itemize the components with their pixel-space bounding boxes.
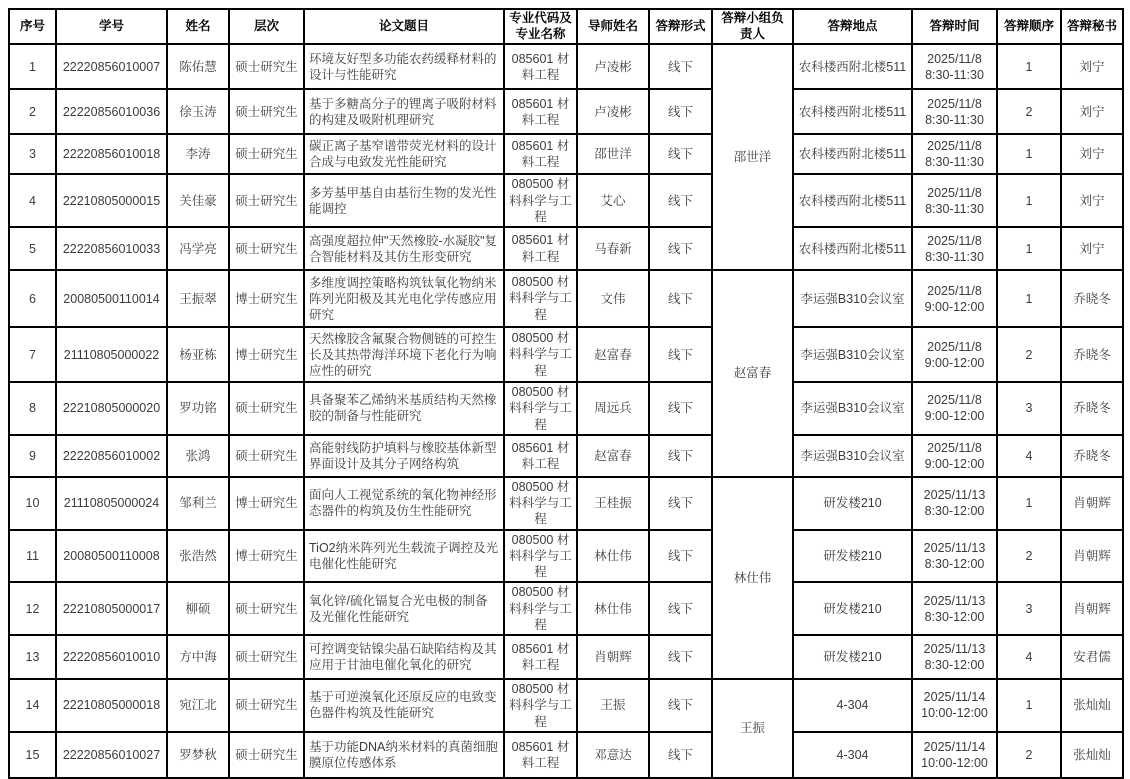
cell-major: 080500 材料科学与工程 bbox=[504, 477, 577, 530]
cell-time bbox=[912, 89, 997, 134]
cell-name: 方中海 bbox=[167, 635, 229, 679]
cell-level: 硕士研究生 bbox=[229, 227, 304, 270]
cell-location: 研发楼210 bbox=[793, 635, 912, 679]
cell-order: 4 bbox=[997, 435, 1061, 477]
cell-group-leader: 赵富春 bbox=[712, 270, 793, 477]
cell-time bbox=[912, 530, 997, 583]
defense-date: 2025/11/13 bbox=[923, 593, 986, 608]
cell-level: 博士研究生 bbox=[229, 530, 304, 583]
cell-student-id: 22220856010010 bbox=[56, 635, 167, 679]
header-secretary: 答辩秘书 bbox=[1061, 9, 1123, 44]
header-defense-format: 答辩形式 bbox=[649, 9, 712, 44]
defense-time-range: 9:00-12:00 bbox=[924, 355, 985, 370]
cell-time bbox=[912, 134, 997, 174]
defense-date: 2025/11/8 bbox=[927, 233, 982, 248]
cell-name: 柳硕 bbox=[167, 582, 229, 635]
cell-student-id: 22210805000017 bbox=[56, 582, 167, 635]
cell-time bbox=[912, 732, 997, 778]
cell-title: 可控调变钴镍尖晶石缺陷结构及其应用于甘油电催化氧化的研究 bbox=[304, 635, 504, 679]
cell-location: 李运强B310会议室 bbox=[793, 435, 912, 477]
defense-schedule-table bbox=[8, 8, 1124, 779]
cell-secretary: 刘宁 bbox=[1061, 89, 1123, 134]
cell-title: 具备聚苯乙烯纳米基质结构天然橡胶的制备与性能研究 bbox=[304, 382, 504, 435]
cell-time bbox=[912, 270, 997, 327]
cell-location: 4-304 bbox=[793, 679, 912, 732]
cell-seq: 14 bbox=[9, 679, 56, 732]
cell-title: 高能射线防护填料与橡胶基体新型界面设计及其分子网络构筑 bbox=[304, 435, 504, 477]
cell-location: 李运强B310会议室 bbox=[793, 327, 912, 382]
header-name: 姓名 bbox=[167, 9, 229, 44]
cell-student-id: 22210805000015 bbox=[56, 174, 167, 227]
cell-secretary: 张灿灿 bbox=[1061, 732, 1123, 778]
defense-time-range: 8:30-11:30 bbox=[925, 249, 984, 264]
cell-secretary: 刘宁 bbox=[1061, 44, 1123, 89]
cell-time bbox=[912, 174, 997, 227]
cell-title: 基于多糖高分子的锂离子吸附材料的构建及吸附机理研究 bbox=[304, 89, 504, 134]
cell-name: 冯学亮 bbox=[167, 227, 229, 270]
cell-order: 1 bbox=[997, 134, 1061, 174]
header-seq: 序号 bbox=[9, 9, 56, 44]
cell-seq: 13 bbox=[9, 635, 56, 679]
cell-advisor: 王桂振 bbox=[577, 477, 649, 530]
cell-advisor: 林仕伟 bbox=[577, 582, 649, 635]
cell-advisor: 卢凌彬 bbox=[577, 89, 649, 134]
table-row bbox=[9, 327, 1123, 382]
cell-name: 陈佑慧 bbox=[167, 44, 229, 89]
cell-time bbox=[912, 227, 997, 270]
cell-location: 李运强B310会议室 bbox=[793, 382, 912, 435]
defense-date: 2025/11/14 bbox=[923, 690, 986, 705]
defense-date: 2025/11/8 bbox=[927, 96, 982, 111]
cell-seq: 10 bbox=[9, 477, 56, 530]
cell-time bbox=[912, 435, 997, 477]
table-row bbox=[9, 635, 1123, 679]
cell-seq: 4 bbox=[9, 174, 56, 227]
cell-format: 线下 bbox=[649, 582, 712, 635]
cell-location: 研发楼210 bbox=[793, 530, 912, 583]
cell-format: 线下 bbox=[649, 382, 712, 435]
defense-time-range: 8:30-12:00 bbox=[924, 556, 985, 571]
cell-major: 085601 材料工程 bbox=[504, 134, 577, 174]
defense-date: 2025/11/8 bbox=[927, 185, 982, 200]
cell-major: 080500 材料科学与工程 bbox=[504, 582, 577, 635]
cell-group-leader: 邵世洋 bbox=[712, 44, 793, 270]
cell-major: 080500 材料科学与工程 bbox=[504, 270, 577, 327]
cell-level: 博士研究生 bbox=[229, 327, 304, 382]
cell-location: 4-304 bbox=[793, 732, 912, 778]
cell-student-id: 22220856010007 bbox=[56, 44, 167, 89]
table-row bbox=[9, 477, 1123, 530]
cell-title: 氧化锌/硫化镉复合光电极的制备及光催化性能研究 bbox=[304, 582, 504, 635]
cell-name: 徐玉涛 bbox=[167, 89, 229, 134]
cell-student-id: 22210805000020 bbox=[56, 382, 167, 435]
table-row bbox=[9, 44, 1123, 89]
defense-time-range: 8:30-12:00 bbox=[924, 658, 985, 672]
cell-secretary: 安君儒 bbox=[1061, 635, 1123, 679]
cell-location: 农科楼西附北楼511 bbox=[793, 44, 912, 89]
header-student-id: 学号 bbox=[56, 9, 167, 44]
table-row bbox=[9, 227, 1123, 270]
cell-time bbox=[912, 582, 997, 635]
cell-title: 基于可逆溴氧化还原反应的电致变色器件构筑及性能研究 bbox=[304, 679, 504, 732]
cell-title: TiO2纳米阵列光生载流子调控及光电催化性能研究 bbox=[304, 530, 504, 583]
cell-major: 085601 材料工程 bbox=[504, 44, 577, 89]
cell-student-id: 20080500110008 bbox=[56, 530, 167, 583]
header-thesis-title: 论文题目 bbox=[304, 9, 504, 44]
cell-name: 罗功铭 bbox=[167, 382, 229, 435]
cell-format: 线下 bbox=[649, 134, 712, 174]
header-location: 答辩地点 bbox=[793, 9, 912, 44]
defense-date: 2025/11/8 bbox=[927, 51, 982, 66]
table-row bbox=[9, 89, 1123, 134]
cell-format: 线下 bbox=[649, 530, 712, 583]
cell-seq: 11 bbox=[9, 530, 56, 583]
defense-time-range: 10:00-12:00 bbox=[921, 706, 988, 721]
cell-advisor: 文伟 bbox=[577, 270, 649, 327]
cell-seq: 6 bbox=[9, 270, 56, 327]
defense-date: 2025/11/8 bbox=[927, 393, 982, 408]
header-group-leader: 答辩小组负 责人 bbox=[712, 9, 793, 44]
cell-order: 1 bbox=[997, 477, 1061, 530]
defense-time-range: 8:30-11:30 bbox=[925, 112, 984, 127]
cell-advisor: 邓意达 bbox=[577, 732, 649, 778]
cell-location: 农科楼西附北楼511 bbox=[793, 174, 912, 227]
cell-time bbox=[912, 382, 997, 435]
cell-name: 邹利兰 bbox=[167, 477, 229, 530]
cell-order: 1 bbox=[997, 174, 1061, 227]
table-row bbox=[9, 174, 1123, 227]
cell-secretary: 乔晓冬 bbox=[1061, 382, 1123, 435]
header-order: 答辩顺序 bbox=[997, 9, 1061, 44]
table-row bbox=[9, 582, 1123, 635]
cell-title: 基于功能DNA纳米材料的真菌细胞膜原位传感体系 bbox=[304, 732, 504, 778]
cell-format: 线下 bbox=[649, 635, 712, 679]
cell-format: 线下 bbox=[649, 679, 712, 732]
header-major: 专业代码及 专业名称 bbox=[504, 9, 577, 44]
cell-seq: 12 bbox=[9, 582, 56, 635]
cell-major: 080500 材料科学与工程 bbox=[504, 382, 577, 435]
cell-name: 杨亚栋 bbox=[167, 327, 229, 382]
defense-date: 2025/11/8 bbox=[927, 283, 982, 298]
cell-name: 张鸿 bbox=[167, 435, 229, 477]
cell-advisor: 艾心 bbox=[577, 174, 649, 227]
cell-student-id: 21110805000024 bbox=[56, 477, 167, 530]
cell-secretary: 张灿灿 bbox=[1061, 679, 1123, 732]
cell-format: 线下 bbox=[649, 327, 712, 382]
cell-order: 3 bbox=[997, 382, 1061, 435]
defense-date: 2025/11/8 bbox=[927, 339, 982, 354]
cell-name: 王振翠 bbox=[167, 270, 229, 327]
cell-advisor: 邵世洋 bbox=[577, 134, 649, 174]
defense-date: 2025/11/8 bbox=[927, 139, 982, 154]
cell-major: 085601 材料工程 bbox=[504, 227, 577, 270]
cell-level: 硕士研究生 bbox=[229, 174, 304, 227]
cell-location: 农科楼西附北楼511 bbox=[793, 89, 912, 134]
table-row bbox=[9, 732, 1123, 778]
table-row bbox=[9, 435, 1123, 477]
cell-level: 博士研究生 bbox=[229, 477, 304, 530]
cell-level: 硕士研究生 bbox=[229, 732, 304, 778]
cell-major: 080500 材料科学与工程 bbox=[504, 679, 577, 732]
cell-title: 天然橡胶含氟聚合物侧链的可控生长及其热带海洋环境下老化行为响应性的研究 bbox=[304, 327, 504, 382]
cell-major: 085601 材料工程 bbox=[504, 732, 577, 778]
cell-advisor: 林仕伟 bbox=[577, 530, 649, 583]
cell-order: 2 bbox=[997, 530, 1061, 583]
cell-order: 2 bbox=[997, 327, 1061, 382]
cell-student-id: 20080500110014 bbox=[56, 270, 167, 327]
cell-seq: 15 bbox=[9, 732, 56, 778]
cell-title: 多维度调控策略构筑钛氧化物纳米阵列光阳极及其光电化学传感应用研究 bbox=[304, 270, 504, 327]
cell-level: 硕士研究生 bbox=[229, 382, 304, 435]
cell-location: 李运强B310会议室 bbox=[793, 270, 912, 327]
defense-time-range: 8:30-11:30 bbox=[925, 67, 984, 82]
cell-format: 线下 bbox=[649, 270, 712, 327]
cell-level: 硕士研究生 bbox=[229, 134, 304, 174]
header-time: 答辩时间 bbox=[912, 9, 997, 44]
cell-title: 多芳基甲基自由基衍生物的发光性能调控 bbox=[304, 174, 504, 227]
defense-date: 2025/11/13 bbox=[923, 488, 986, 503]
cell-secretary: 刘宁 bbox=[1061, 227, 1123, 270]
cell-level: 硕士研究生 bbox=[229, 89, 304, 134]
cell-format: 线下 bbox=[649, 227, 712, 270]
cell-secretary: 肖朝辉 bbox=[1061, 477, 1123, 530]
defense-time-range: 9:00-12:00 bbox=[924, 456, 985, 471]
cell-level: 硕士研究生 bbox=[229, 635, 304, 679]
cell-secretary: 乔晓冬 bbox=[1061, 270, 1123, 327]
cell-location: 农科楼西附北楼511 bbox=[793, 134, 912, 174]
defense-schedule bbox=[8, 8, 1124, 779]
cell-time bbox=[912, 327, 997, 382]
defense-time-range: 8:30-11:30 bbox=[925, 155, 984, 170]
defense-date: 2025/11/13 bbox=[923, 642, 986, 656]
table-row bbox=[9, 530, 1123, 583]
cell-secretary: 乔晓冬 bbox=[1061, 327, 1123, 382]
cell-secretary: 刘宁 bbox=[1061, 134, 1123, 174]
cell-time bbox=[912, 44, 997, 89]
cell-advisor: 卢凌彬 bbox=[577, 44, 649, 89]
cell-order: 2 bbox=[997, 89, 1061, 134]
cell-level: 硕士研究生 bbox=[229, 582, 304, 635]
cell-student-id: 22210805000018 bbox=[56, 679, 167, 732]
cell-name: 罗梦秋 bbox=[167, 732, 229, 778]
cell-advisor: 赵富春 bbox=[577, 327, 649, 382]
cell-format: 线下 bbox=[649, 174, 712, 227]
cell-format: 线下 bbox=[649, 89, 712, 134]
cell-title: 碳正离子基窄谱带荧光材料的设计合成与电致发光性能研究 bbox=[304, 134, 504, 174]
cell-format: 线下 bbox=[649, 435, 712, 477]
cell-name: 李涛 bbox=[167, 134, 229, 174]
table-row bbox=[9, 134, 1123, 174]
cell-advisor: 周远兵 bbox=[577, 382, 649, 435]
cell-secretary: 肖朝辉 bbox=[1061, 530, 1123, 583]
cell-student-id: 22220856010033 bbox=[56, 227, 167, 270]
cell-seq: 3 bbox=[9, 134, 56, 174]
cell-advisor: 马春新 bbox=[577, 227, 649, 270]
cell-secretary: 刘宁 bbox=[1061, 174, 1123, 227]
cell-major: 085601 材料工程 bbox=[504, 635, 577, 679]
defense-time-range: 9:00-12:00 bbox=[924, 409, 985, 424]
cell-level: 硕士研究生 bbox=[229, 679, 304, 732]
cell-location: 研发楼210 bbox=[793, 477, 912, 530]
cell-seq: 9 bbox=[9, 435, 56, 477]
cell-student-id: 22220856010018 bbox=[56, 134, 167, 174]
cell-order: 1 bbox=[997, 44, 1061, 89]
cell-name: 张浩然 bbox=[167, 530, 229, 583]
cell-title: 高强度超拉伸"天然橡胶-水凝胶"复合智能材料及其仿生形变研究 bbox=[304, 227, 504, 270]
cell-major: 080500 材料科学与工程 bbox=[504, 327, 577, 382]
cell-title: 环境友好型多功能农药缓释材料的设计与性能研究 bbox=[304, 44, 504, 89]
cell-seq: 1 bbox=[9, 44, 56, 89]
cell-order: 3 bbox=[997, 582, 1061, 635]
cell-level: 博士研究生 bbox=[229, 270, 304, 327]
cell-seq: 2 bbox=[9, 89, 56, 134]
cell-time bbox=[912, 635, 997, 679]
cell-location: 研发楼210 bbox=[793, 582, 912, 635]
defense-time-range: 8:30-12:00 bbox=[924, 609, 985, 624]
cell-advisor: 王振 bbox=[577, 679, 649, 732]
table-row bbox=[9, 679, 1123, 732]
cell-format: 线下 bbox=[649, 732, 712, 778]
defense-time-range: 9:00-12:00 bbox=[924, 299, 985, 314]
cell-name: 关佳豪 bbox=[167, 174, 229, 227]
table-row bbox=[9, 382, 1123, 435]
cell-major: 085601 材料工程 bbox=[504, 435, 577, 477]
cell-order: 1 bbox=[997, 227, 1061, 270]
defense-date: 2025/11/8 bbox=[927, 440, 982, 455]
cell-location: 农科楼西附北楼511 bbox=[793, 227, 912, 270]
cell-format: 线下 bbox=[649, 477, 712, 530]
defense-date: 2025/11/13 bbox=[923, 540, 986, 555]
cell-format: 线下 bbox=[649, 44, 712, 89]
cell-major: 080500 材料科学与工程 bbox=[504, 174, 577, 227]
cell-group-leader: 王振 bbox=[712, 679, 793, 778]
cell-advisor: 肖朝辉 bbox=[577, 635, 649, 679]
cell-title: 面向人工视觉系统的氧化物神经形态器件的构筑及仿生性能研究 bbox=[304, 477, 504, 530]
cell-time bbox=[912, 679, 997, 732]
table-row bbox=[9, 270, 1123, 327]
table-header-row bbox=[9, 9, 1123, 44]
defense-time-range: 10:00-12:00 bbox=[921, 755, 988, 770]
cell-seq: 8 bbox=[9, 382, 56, 435]
cell-time bbox=[912, 477, 997, 530]
defense-time-range: 8:30-11:30 bbox=[925, 201, 984, 216]
cell-student-id: 22220856010002 bbox=[56, 435, 167, 477]
cell-name: 宛江北 bbox=[167, 679, 229, 732]
table-body bbox=[9, 44, 1123, 778]
cell-order: 2 bbox=[997, 732, 1061, 778]
cell-order: 4 bbox=[997, 635, 1061, 679]
cell-advisor: 赵富春 bbox=[577, 435, 649, 477]
defense-date: 2025/11/14 bbox=[923, 739, 986, 754]
cell-seq: 5 bbox=[9, 227, 56, 270]
cell-major: 080500 材料科学与工程 bbox=[504, 530, 577, 583]
cell-student-id: 22220856010027 bbox=[56, 732, 167, 778]
cell-order: 1 bbox=[997, 679, 1061, 732]
defense-time-range: 8:30-12:00 bbox=[924, 504, 985, 519]
cell-level: 硕士研究生 bbox=[229, 44, 304, 89]
header-level: 层次 bbox=[229, 9, 304, 44]
cell-group-leader: 林仕伟 bbox=[712, 477, 793, 679]
cell-major: 085601 材料工程 bbox=[504, 89, 577, 134]
cell-secretary: 肖朝辉 bbox=[1061, 582, 1123, 635]
cell-student-id: 22220856010036 bbox=[56, 89, 167, 134]
cell-seq: 7 bbox=[9, 327, 56, 382]
cell-secretary: 乔晓冬 bbox=[1061, 435, 1123, 477]
cell-order: 1 bbox=[997, 270, 1061, 327]
header-advisor: 导师姓名 bbox=[577, 9, 649, 44]
cell-level: 硕士研究生 bbox=[229, 435, 304, 477]
cell-student-id: 21110805000022 bbox=[56, 327, 167, 382]
